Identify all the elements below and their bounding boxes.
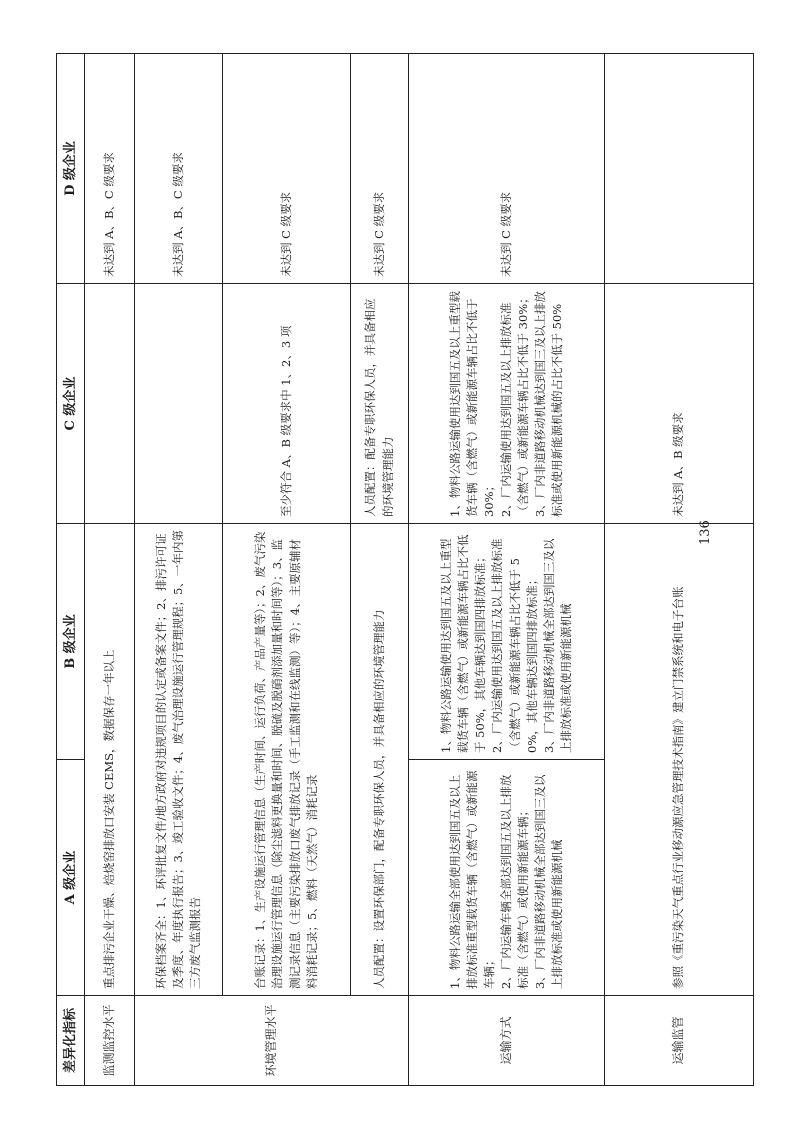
header-grade-d: D 级企业 bbox=[57, 54, 85, 284]
emission-grading-table bbox=[56, 53, 754, 1086]
grade-c-cell: 人员配置：配备专职环保人员，并具备相应的环境管理能力 bbox=[351, 284, 409, 524]
table-row-env-records bbox=[135, 54, 223, 1086]
grade-c-cell: 未达到 A、B 级要求 bbox=[605, 284, 754, 524]
grade-d-cell: 未达到 A、B、C 级要求 bbox=[85, 54, 135, 284]
requirement-item: 2、厂内运输使用达到国五及以上排放标准（含燃气）或新能源车辆占比不低于 30%； bbox=[498, 292, 530, 517]
grade-ab-cell: 参照《重污染天气重点行业移动源应急管理技术指南》建立门禁系统和电子台账 bbox=[605, 524, 754, 996]
grade-ab-cell: 人员配置：设置环保部门，配备专职环保人员，并具备相应的环境管理能力 bbox=[351, 524, 409, 996]
indicator-cell: 环境管理水平 bbox=[135, 996, 409, 1086]
table-row-transport-supervision bbox=[605, 54, 754, 1086]
requirement-item: 3、厂内非道路移动机械全部达到国三及以上排放标准或使用新能源机械 bbox=[541, 538, 573, 753]
indicator-cell: 运输方式 bbox=[409, 996, 605, 1086]
indicator-cell: 监测监控水平 bbox=[85, 996, 135, 1086]
grade-b-cell bbox=[409, 524, 605, 760]
requirement-item: 1、物料公路运输使用达到国五及以上重型载货车辆（含燃气）或新能源车辆占比不低于 50%，其他车辆达到国四排放标准； bbox=[439, 534, 488, 753]
grade-d-cell: 未达到 A、B、C 级要求 bbox=[135, 54, 223, 284]
requirement-item: 2、厂内运输使用达到国五及以上排放标准（含燃气）或新能源车辆占比不低于 50%，其他车辆达到国四排放标准； bbox=[490, 538, 539, 753]
grade-a-cell bbox=[409, 760, 605, 996]
grade-ab-cell: 重点排污企业干燥、焙烧窑排放口安装 CEMS，数据保存一年以上 bbox=[85, 524, 135, 996]
table-row-transport bbox=[409, 54, 605, 1086]
requirement-item: 1、物料公路运输全部使用达到国五及以上排放标准重型载货车辆（含燃气）或新能源车辆； bbox=[447, 770, 496, 989]
grade-d-cell: 未达到 C 级要求 bbox=[351, 54, 409, 284]
grade-d-cell bbox=[605, 54, 754, 284]
requirement-item: 3、厂内非道路移动机械达到国三及以上排放标准或使用新能源机械的占比不低于 50% bbox=[533, 291, 565, 517]
table-row-env-ledger bbox=[223, 54, 351, 1086]
rotated-table-page bbox=[56, 54, 754, 1086]
grade-d-cell: 未达到 C 级要求 bbox=[409, 54, 605, 284]
grade-d-cell: 未达到 C 级要求 bbox=[223, 54, 351, 284]
header-grade-c: C 级企业 bbox=[57, 284, 85, 524]
page-number: 136 bbox=[698, 520, 713, 545]
grade-c-cell bbox=[409, 284, 605, 524]
table-header-row bbox=[57, 54, 85, 1086]
header-grade-a: A 级企业 bbox=[57, 760, 85, 996]
grade-c-cell: 至少符合 A、B 级要求中 1、2、3 项 bbox=[223, 284, 351, 524]
requirement-item: 3、厂内非道路移动机械全部达到国三及以上排放标准或使用新能源机械 bbox=[533, 774, 565, 989]
requirement-item: 1、物料公路运输使用达到国五及以上重型载货车辆（含燃气）或新能源车辆占比不低于 30%； bbox=[447, 291, 496, 517]
indicator-cell: 运输监管 bbox=[605, 996, 754, 1086]
header-indicator: 差异化指标 bbox=[57, 996, 85, 1086]
header-grade-b: B 级企业 bbox=[57, 524, 85, 760]
grade-ab-cell: 环保档案齐全：1、环评批复文件/地方政府对违规项目的认定或备案文件；2、排污许可证及季度、年度执行报告；3、竣工验收文件；4、废气治理设施运行管理规程；5、一年内第三方废气监测报告 bbox=[135, 524, 223, 996]
table-row-env-staff bbox=[351, 54, 409, 1086]
requirement-item: 2、厂内运输车辆全部达到国五及以上排放标准（含燃气）或使用新能源车辆； bbox=[498, 774, 530, 989]
grade-c-cell bbox=[135, 284, 223, 524]
grade-c-cell bbox=[85, 284, 135, 524]
grade-ab-cell: 台账记录：1、生产设施运行管理信息（生产时间、运行负荷、产品产量等）；2、废气污染治理设施运行管理信息（除尘滤料更换量和时间、脱硫及脱硝剂添加量和时间等）；3、监测记录信息（主要污染排放口废气排放记录（手工监测和在线监测）等）；4、主要原辅材料消耗记录；5、燃料（天然气）消耗记录 bbox=[223, 524, 351, 996]
table-row-monitoring bbox=[85, 54, 135, 1086]
